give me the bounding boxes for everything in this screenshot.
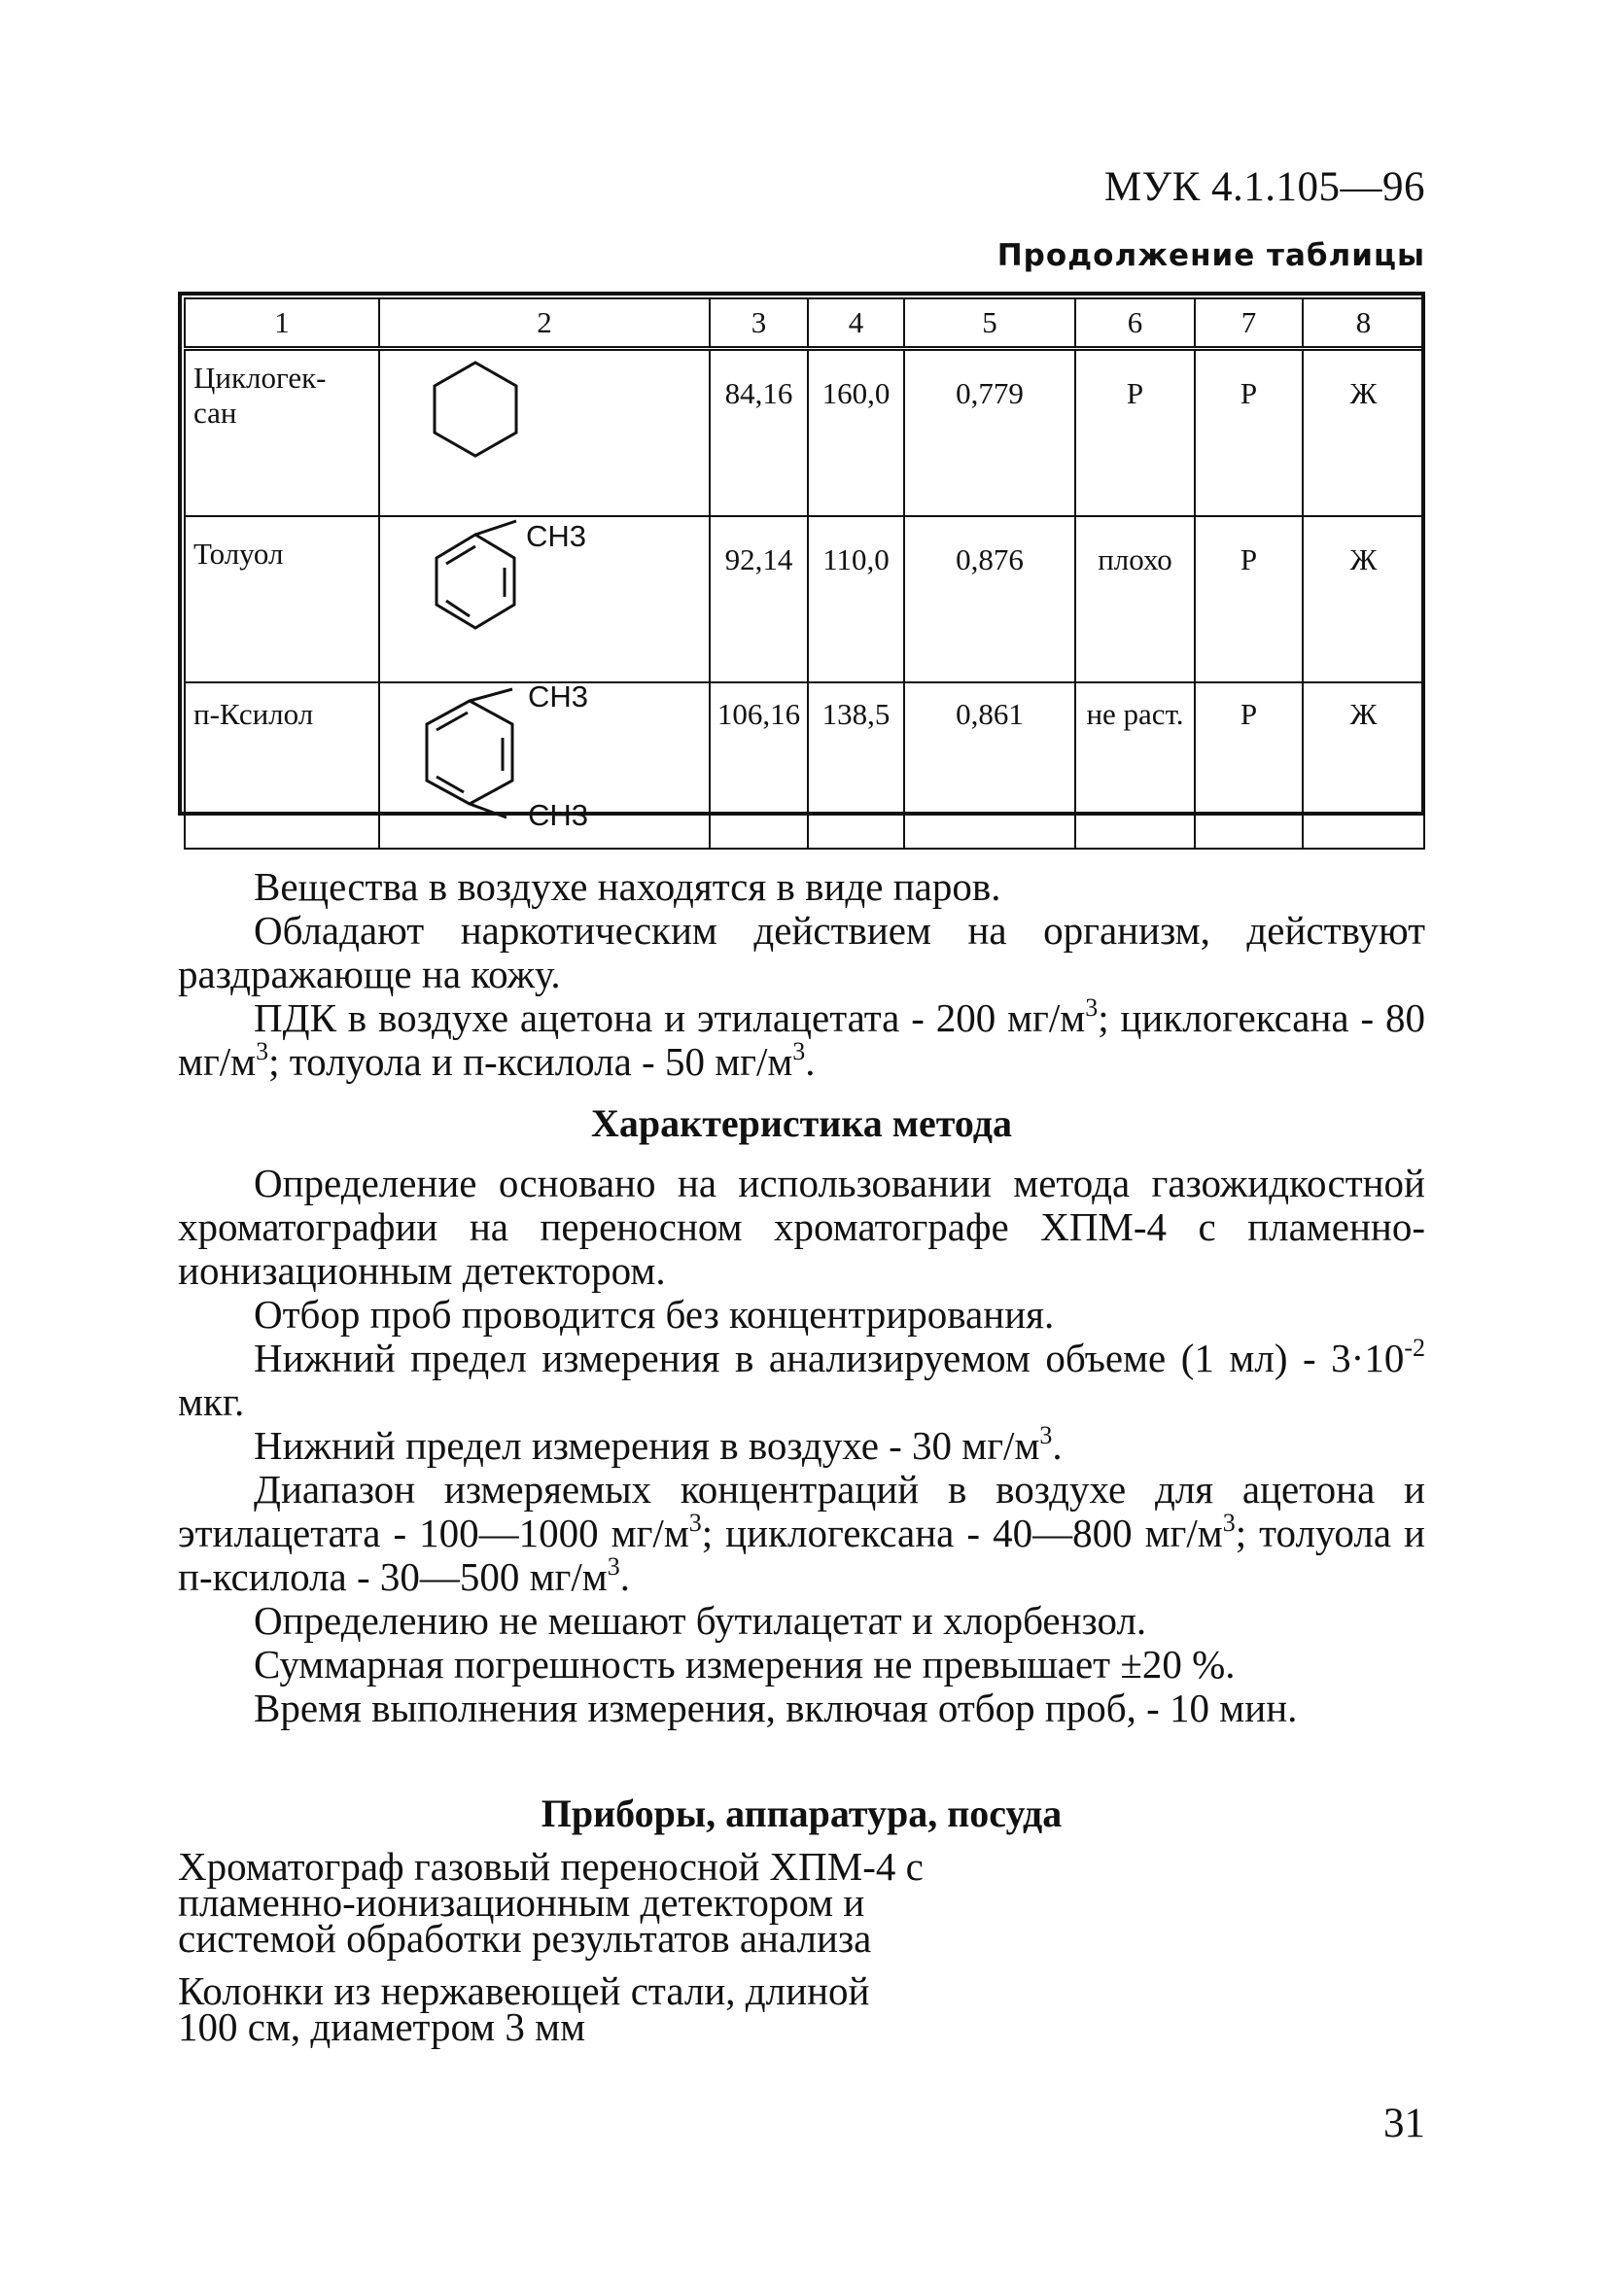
paragraph: Вещества в воздухе находятся в виде паров. — [254, 864, 1001, 909]
boiling-point: 160,0 — [808, 349, 904, 517]
solubility-col7: Р — [1195, 682, 1303, 849]
structure-cell — [379, 516, 710, 682]
cyclohexane-icon — [380, 351, 711, 502]
paragraph: Диапазон измеряемых концентраций в воздухе для ацетона и этилацетата - 100—1000 $мг/м^3$; циклогексана - 40—800 $мг/м^3$; толуола и п-ксилола - 30—500 $мг/м^3$. — [178, 1467, 1425, 1599]
state-col8: Ж — [1303, 682, 1424, 849]
substance-name-line: сан — [193, 396, 237, 430]
structure-cell — [379, 349, 710, 517]
solubility-col7: Р — [1195, 349, 1303, 517]
substance-name-line: п-Ксилол — [193, 697, 314, 731]
solubility-water: не раст. — [1075, 682, 1195, 849]
methyl-group-label: CH3 — [526, 519, 587, 553]
solubility-water: плохо — [1075, 516, 1195, 682]
paragraph: Нижний предел измерения в воздухе - 30 $мг/м^3$. — [254, 1421, 1063, 1468]
substance-name — [185, 349, 379, 517]
state-col8: Ж — [1303, 349, 1424, 517]
equipment-line: Хроматограф газовый переносной ХПМ-4 с — [178, 1844, 924, 1889]
molar-mass: 106,16 — [710, 682, 808, 849]
paragraph: Отбор проб проводится без концентрирования. — [254, 1292, 1055, 1337]
substance-name — [185, 516, 379, 682]
equipment-item — [178, 1844, 924, 1961]
density: 0,779 — [904, 349, 1075, 517]
column-header: 3 — [710, 298, 808, 349]
equipment-line: системой обработки результатов анализа — [178, 1916, 872, 1961]
substance-name — [185, 682, 379, 849]
paragraph: Суммарная погрешность измерения не превышает ±20 %. — [254, 1642, 1236, 1687]
substance-table — [178, 292, 1425, 832]
equipment-line: 100 см, диаметром 3 мм — [178, 2004, 586, 2049]
section-heading: Приборы, аппаратура, посуда — [541, 1792, 1063, 1835]
column-header: 2 — [379, 298, 710, 349]
solubility-water: Р — [1075, 349, 1195, 517]
document-code: МУК 4.1.105—96 — [1103, 164, 1425, 210]
structure-cell — [379, 679, 710, 849]
equipment-line: Колонки из нержавеющей стали, длиной — [178, 1968, 870, 2013]
density: 0,876 — [904, 516, 1075, 682]
table-row — [185, 682, 1424, 849]
equipment-item — [178, 1968, 870, 2049]
state-col8: Ж — [1303, 516, 1424, 682]
molar-mass: 92,14 — [710, 516, 808, 682]
column-header: 6 — [1075, 298, 1195, 349]
toluene-icon — [380, 517, 711, 668]
substance-name-line: Толуол — [193, 537, 284, 571]
equipment-line: пламенно-ионизационным детектором и — [178, 1880, 865, 1925]
boiling-point: 110,0 — [808, 516, 904, 682]
table-header-row — [185, 298, 1424, 349]
density: 0,861 — [904, 682, 1075, 849]
column-header: 1 — [185, 298, 379, 349]
paragraph: Обладают наркотическим действием на организм, действуют раздражающе на кожу. — [178, 908, 1425, 996]
column-header: 7 — [1195, 298, 1303, 349]
substance-name-line: Циклогек- — [193, 361, 327, 395]
method-text — [178, 1162, 1425, 1730]
paragraph: Определению не мешают бутилацетат и хлорбензол. — [254, 1598, 1147, 1643]
paragraph: Время выполнения измерения, включая отбор проб, - 10 мин. — [254, 1686, 1298, 1730]
paragraph: Нижний предел измерения в анализируемом объеме (1 $мл) - 3\cdot 10^{-2}$ мкг. — [178, 1334, 1425, 1424]
column-header: 5 — [904, 298, 1075, 349]
methyl-group-label: CH3 — [528, 679, 589, 713]
intro-text — [178, 865, 1425, 1084]
solubility-col7: Р — [1195, 516, 1303, 682]
table-row — [185, 349, 1424, 517]
column-header: 8 — [1303, 298, 1424, 349]
table-row — [185, 516, 1424, 682]
column-header: 4 — [808, 298, 904, 349]
page-number: 31 — [1383, 2101, 1425, 2146]
section-heading: Характеристика метода — [591, 1101, 1012, 1145]
boiling-point: 138,5 — [808, 682, 904, 849]
methyl-group-label: CH3 — [528, 798, 589, 832]
p-xylene-icon — [380, 679, 711, 834]
paragraph: Определение основано на использовании метода газожидкостной хроматографии на переносном хроматографе ХПМ-4 с пламенно-ионизационным детектором. — [178, 1161, 1425, 1293]
paragraph-mac: ПДК в воздухе ацетона и этилацетата - 200 $мг/м^3$; циклогексана - 80 $мг/м^3$; толуола и п-ксилола - 50 $мг/м^3$. — [178, 993, 1425, 1084]
molar-mass: 84,16 — [710, 349, 808, 517]
table-caption: Продолжение таблицы — [996, 238, 1425, 273]
